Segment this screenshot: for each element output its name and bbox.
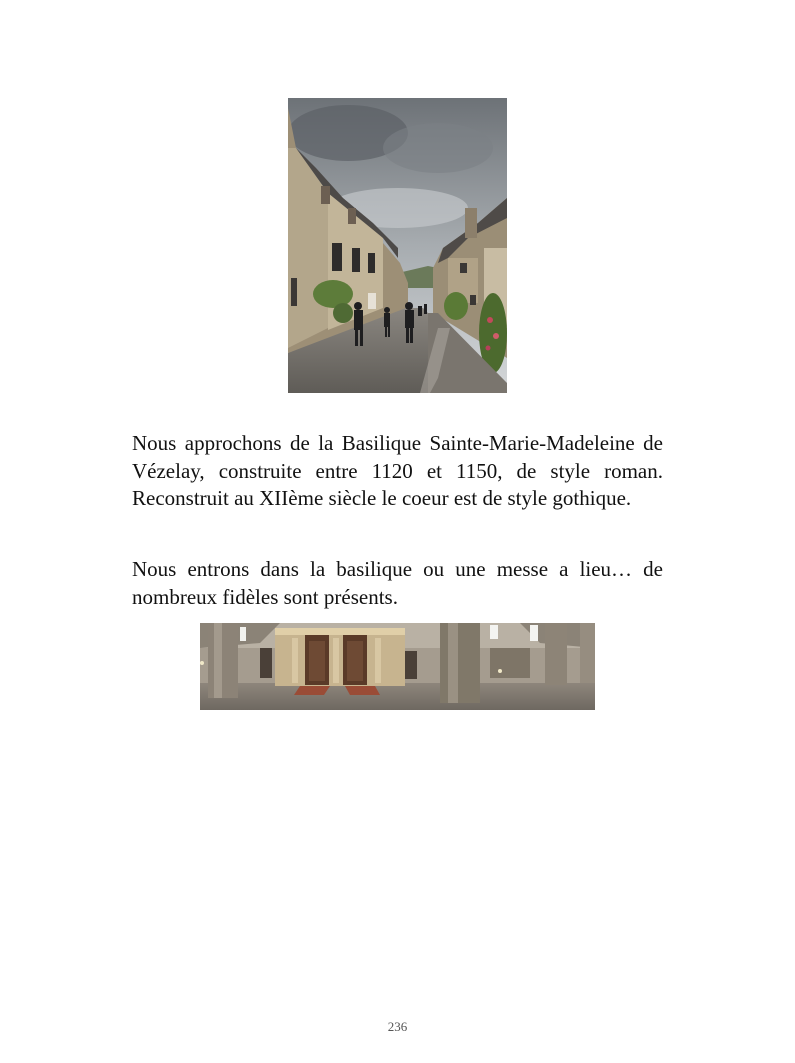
basilica-nave-photo [200, 623, 595, 710]
street-photo [288, 98, 507, 393]
paragraph-basilica: Nous entrons dans la basilique ou une messe a lieu… de nombreux fidèles sont présents. [132, 557, 663, 609]
paragraph-intro: Nous approchons de la Basilique Sainte-Marie-Madeleine de Vézelay, construite entre 1120 et 1150, de style roman. Reconstruit au XIIème siècle le coeur est de style gothique. [132, 431, 663, 510]
page-number: 236 [387, 1019, 408, 1034]
